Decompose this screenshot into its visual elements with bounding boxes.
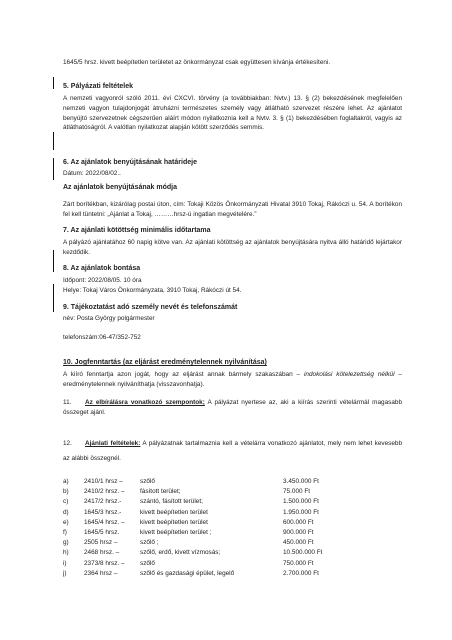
section-5-title: 5. Pályázati feltételek — [63, 83, 134, 90]
revision-bar-1 — [53, 77, 54, 89]
item-price: 10.500.000 Ft — [283, 549, 323, 557]
item-description: kivett beépítetlen terület — [140, 508, 208, 516]
item-letter: i) — [63, 559, 67, 567]
section-7-title: 7. Az ajánlati kötöttség minimális időtartama — [63, 227, 211, 234]
submission-method-title: Az ajánlatok benyújtásának módja — [63, 184, 177, 191]
item-description: kivett beépítetlen terület — [140, 518, 208, 526]
item-parcel: 2373/8 hrsz. – — [84, 559, 125, 567]
revision-bar-4 — [53, 250, 54, 272]
item-description: szőlő — [140, 559, 155, 567]
section-8-place: Helye: Tokaj Város Önkormányzata, 3910 Tokaj, Rákóczi út 54. — [63, 287, 242, 294]
item-parcel: 1645/5 hrsz. — [84, 529, 120, 536]
intro-text: 1645/5 hrsz. kivett beépítetlen területet az önkormányzat csak együttesen kívánja értékesíteni. — [63, 59, 331, 66]
section-11-text: 11. Az elbírálásra vonatkozó szempontok; A pályázat nyertese az, aki a kiírás szerinti vételármál magasabb összeget ajánl. — [63, 399, 402, 416]
item-price: 1.500.000 Ft — [283, 498, 319, 506]
item-price: 2.700.000 Ft — [283, 569, 319, 577]
item-letter: f) — [63, 529, 67, 536]
item-description: szőlő és gazdasági épület, legelő — [140, 569, 235, 577]
section-10-title: 10. Jogfenntartás (az eljárást eredménytelennek nyilvánítása) — [63, 359, 267, 366]
item-letter: g) — [63, 539, 69, 547]
contact-name: név: Posta György polgármester — [63, 315, 155, 322]
item-letter: e) — [63, 518, 69, 526]
item-price: 450.000 Ft — [283, 539, 314, 547]
section-7-text: A pályázó ajánlatához 60 napig kötve van. Az ajánlati kötöttség az ajánlatok benyújtására nyitva álló határidő lejártakor kezdődik. — [63, 239, 402, 256]
item-letter: d) — [63, 508, 69, 516]
item-price: 75.000 Ft — [283, 488, 311, 496]
item-letter: h) — [63, 549, 69, 557]
contact-phone: telefonszám:06-47/352-752 — [63, 334, 141, 341]
item-letter: a) — [63, 478, 69, 485]
item-description: szőlő ; — [140, 539, 159, 547]
item-parcel: 2364 hrsz – — [84, 569, 118, 577]
item-description: fásított terület; — [140, 488, 181, 496]
item-parcel: 2468 hrsz. – — [84, 549, 120, 557]
item-price: 750.000 Ft — [283, 559, 314, 567]
item-description: szőlő, erdő, kivett vízmosás; — [140, 549, 221, 557]
section-12-text: 12. Ajánlati feltételek: A pályázatnak tartalmaznia kell a vételárra vonatkozó ajánlatot, mely nem lehet kevesebb az alábbi összegnél. — [63, 440, 402, 462]
revision-bar-3 — [53, 158, 54, 180]
item-parcel: 1645/4 hrsz. – — [84, 518, 125, 526]
item-price: 600.000 Ft — [283, 518, 314, 526]
item-parcel: 1645/3 hrsz.- — [84, 508, 122, 516]
section-9-title: 9. Tájékoztatást adó személy nevét és telefonszámát — [63, 304, 238, 311]
section-8-title: 8. Az ajánlatok bontása — [63, 265, 141, 272]
item-price: 1.950.000 Ft — [283, 508, 319, 516]
item-parcel: 2505 hrsz – — [84, 539, 118, 547]
item-description: szántó, fásított terület; — [140, 498, 203, 506]
submission-method-text: Zárt borítékban, kizárólag postai úton, cím: Tokaji Közös Önkormányzati Hivatal 3910 Tokaj, Rákóczi u. 54. A borítékon fel kell tüntetni: „Ajánlat a Tokaj, ………hrsz-ú ingatlan megvételére.” — [63, 201, 402, 218]
revision-bar-2 — [53, 132, 54, 150]
item-parcel: 2417/2 hrsz.- — [84, 498, 122, 506]
item-parcel: 2410/2 hrsz. – — [84, 488, 125, 496]
section-10-text: A kiíró fenntartja azon jogát, hogy az eljárást annak bármely szakaszában – indokolási kötelezettség nélkül – eredménytelennek nyilváníthatja (visszavonhatja). — [63, 371, 402, 388]
item-letter: j) — [63, 569, 67, 577]
revision-bar-5 — [53, 284, 54, 312]
item-price: 900.000 Ft — [283, 529, 314, 536]
item-price: 3.450.000 Ft — [283, 478, 319, 485]
item-letter: c) — [63, 498, 69, 506]
section-5-text: A nemzeti vagyonról szóló 2011. évi CXCVI. törvény (a továbbiakban: Nvtv.) 13. § (2) bekezdésének megfelelően nemzeti vagyon tulajdonjogát átruházni természetes személy vagy átlátható szervezet részére lehet. Az ajánlatot benyújtó szervezetnek cégszerűen aláírt módon nyilatkoznia kell a Nvtv. 3. § (1) bekezdésében foglaltakról, vagyis az átláthatóságról. A valótlan nyilatkozat alapján kötött szerződés semmis. — [63, 95, 402, 132]
item-letter: b) — [63, 488, 69, 496]
section-6-title: 6. Az ajánlatok benyújtásának határideje — [63, 159, 197, 166]
item-description: kivett beépítetlen terület ; — [140, 529, 212, 536]
item-parcel: 2410/1 hrsz – — [84, 478, 123, 485]
section-6-date: Dátum: 2022/08/02.. — [63, 170, 121, 177]
item-description: szőlő — [140, 478, 155, 485]
section-8-time: Időpont: 2022/08/05. 10 óra — [63, 277, 142, 284]
